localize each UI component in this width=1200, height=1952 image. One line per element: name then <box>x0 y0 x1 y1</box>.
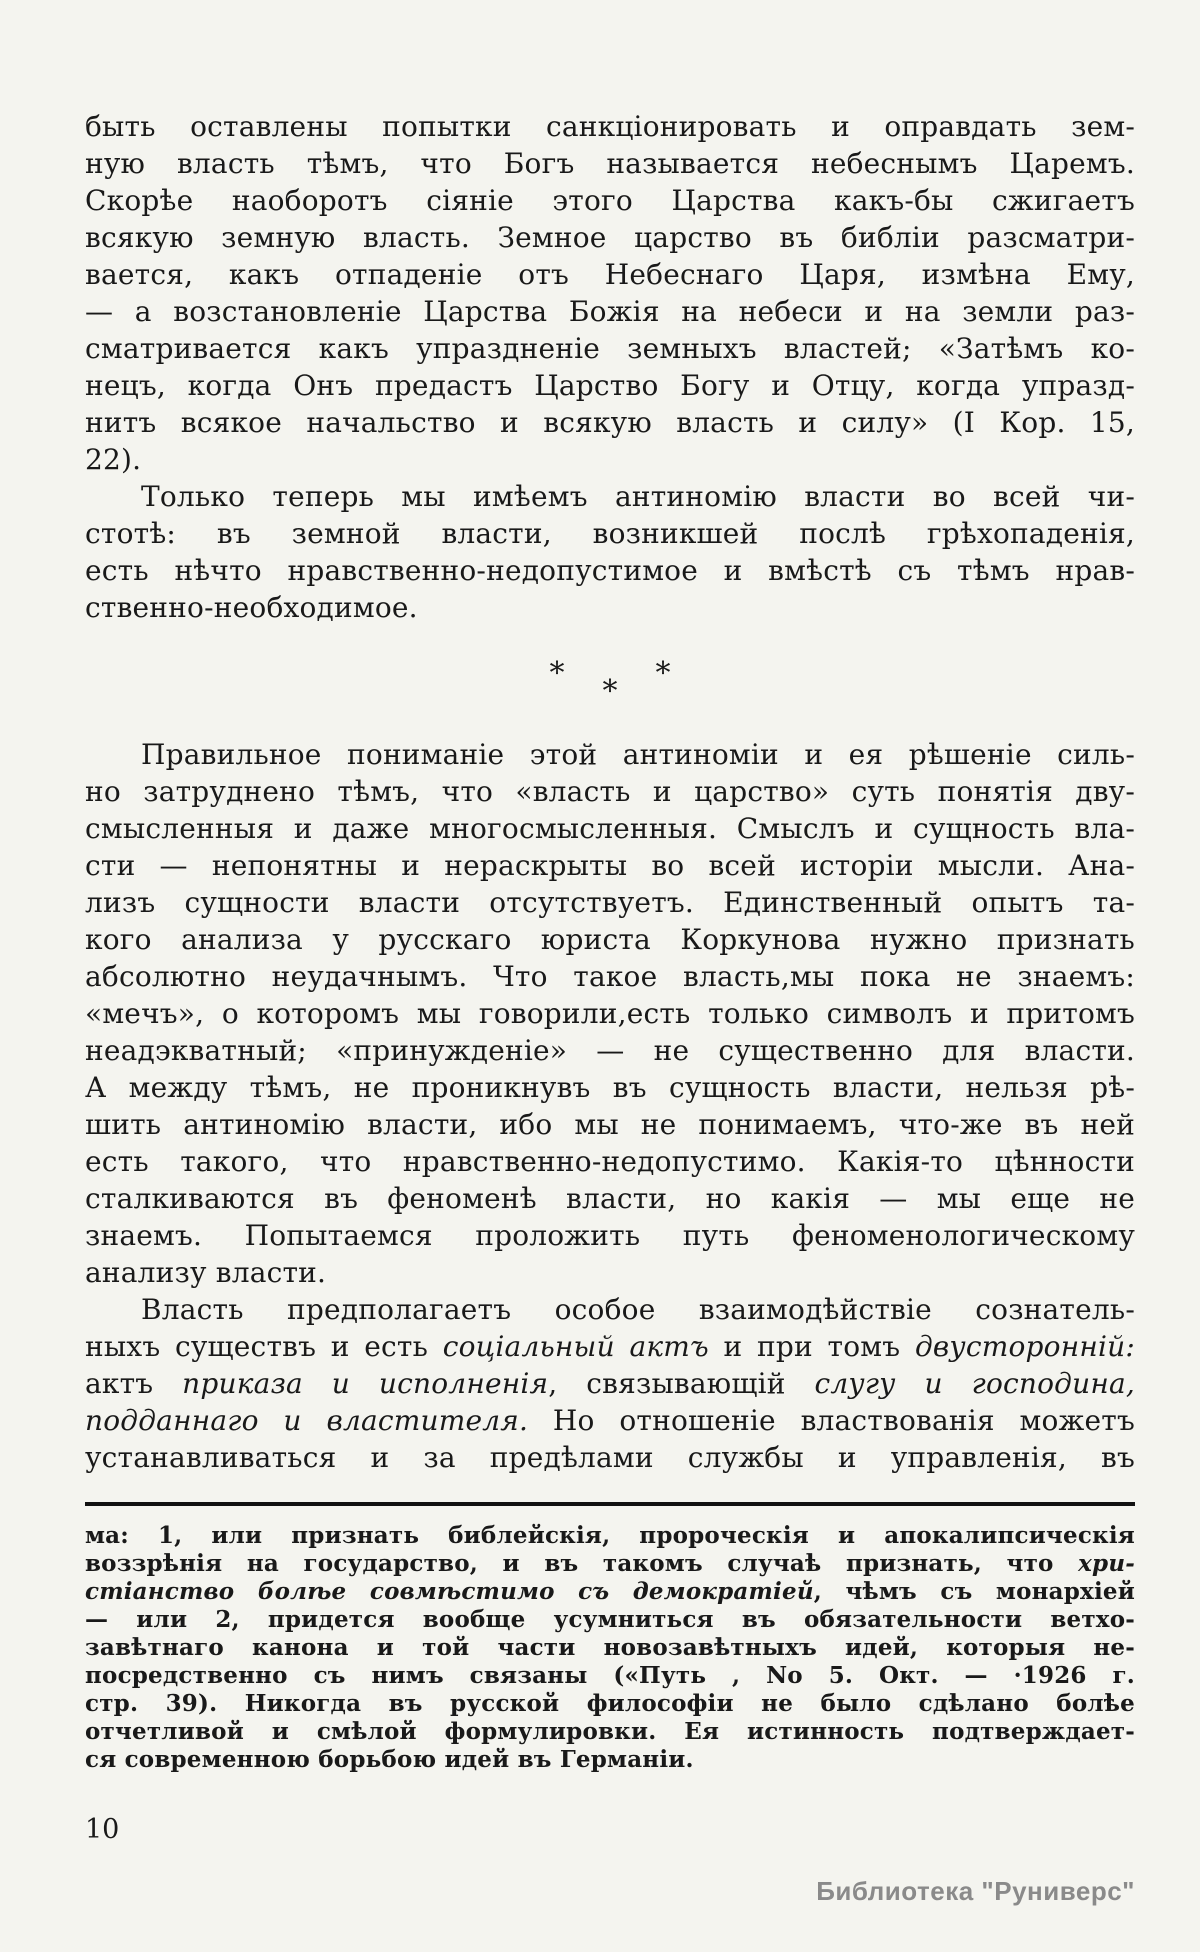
text-line: анализу власти. <box>85 1256 327 1289</box>
footnote-divider <box>85 1502 1135 1506</box>
text-line: 22). <box>85 443 142 476</box>
text-line: завѣтнаго канона и той части новозавѣтныхъ идей, которыя не- <box>85 1634 1135 1661</box>
text-line: стотѣ: въ земной власти, возникшей послѣ грѣхопаденія, <box>85 517 1135 550</box>
footnote-text <box>85 1522 1135 1774</box>
text-line: сталкиваются въ феноменѣ власти, но какія — мы еще не <box>85 1182 1135 1215</box>
page-number: 10 <box>85 1814 120 1845</box>
paragraph <box>85 108 1135 478</box>
text-line: отчетливой и смѣлой формулировки. Ея истинность подтверждает- <box>85 1718 1135 1745</box>
text-line: кого анализа у русскаго юриста Коркунова нужно признать <box>85 923 1135 956</box>
text-line: нитъ всякое начальство и всякую власть и силу» (I Кор. 15, <box>85 406 1135 439</box>
text-line: лизъ сущности власти отсутствуетъ. Единственный опытъ та- <box>85 886 1135 919</box>
text-line: ную власть тѣмъ, что Богъ называется небеснымъ Царемъ. <box>85 147 1135 180</box>
asterisk-icon: * <box>655 656 671 691</box>
text-line: — а возстановленіе Царства Божія на небеси и на земли раз- <box>85 295 1135 328</box>
paragraph <box>85 1291 1135 1476</box>
text-line: актъ приказа и исполненія, связывающій слугу и господина, <box>85 1367 1135 1400</box>
text-line: сматривается какъ упраздненіе земныхъ властей; «Затѣмъ ко- <box>85 332 1135 365</box>
text-line: воззрѣнія на государство, и въ такомъ случаѣ признать, что хри- <box>85 1550 1135 1577</box>
text-line: сти — непонятны и нераскрыты во всей исторіи мысли. Ана- <box>85 849 1135 882</box>
text-line: Скорѣе наоборотъ сіяніе этого Царства какъ-бы сжигаетъ <box>85 184 1135 217</box>
text-line: Правильное пониманіе этой антиноміи и ея рѣшеніе силь- <box>141 738 1135 771</box>
text-line: посредственно съ нимъ связаны («Путь , No 5. Окт. — ·1926 г. <box>85 1662 1135 1689</box>
text-line: вается, какъ отпаденіе отъ Небеснаго Царя, измѣна Ему, <box>85 258 1135 291</box>
text-line: ственно-необходимое. <box>85 591 418 624</box>
text-line: подданнаго и властителя. Но отношеніе властвованія можетъ <box>85 1404 1135 1437</box>
text-line: абсолютно неудачнымъ. Что такое власть,мы пока не знаемъ: <box>85 960 1135 993</box>
asterisk-icon: * <box>549 656 565 691</box>
text-line: Власть предполагаетъ особое взаимодѣйствіе сознатель- <box>141 1293 1135 1326</box>
text-line: знаемъ. Попытаемся проложить путь феноменологическому <box>85 1219 1135 1252</box>
text-line: есть такого, что нравственно-недопустимо. Какія-то цѣнности <box>85 1145 1135 1178</box>
text-line: ныхъ существъ и есть соціальный актъ и при томъ двусторонній: <box>85 1330 1136 1363</box>
text-line: быть оставлены попытки санкціонировать и оправдать зем- <box>85 110 1135 143</box>
text-line: есть нѣчто нравственно-недопустимое и вмѣстѣ съ тѣмъ нрав- <box>85 554 1135 587</box>
text-line: неадэкватный; «принужденіе» — не существенно для власти. <box>85 1034 1135 1067</box>
body-text-bottom <box>85 736 1135 1476</box>
text-line: — или 2, придется вообще усумниться въ обязательности ветхо- <box>85 1606 1135 1633</box>
text-line: стіанство болѣе совмѣстимо съ демократіей, чѣмъ съ монархіей <box>85 1578 1135 1605</box>
paragraph <box>85 478 1135 626</box>
text-line: «мечъ», о которомъ мы говорили,есть только символъ и притомъ <box>85 997 1135 1030</box>
section-separator <box>85 656 1135 708</box>
text-line: А между тѣмъ, не проникнувъ въ сущность власти, нельзя рѣ- <box>85 1071 1135 1104</box>
text-line: ся современною борьбою идей въ Германіи. <box>85 1746 694 1773</box>
body-text-top <box>85 108 1135 626</box>
text-line: ма: 1, или признать библейскія, пророческія и апокалипсическія <box>85 1522 1135 1549</box>
text-line: но затруднено тѣмъ, что «власть и царство» суть понятія дву- <box>85 775 1135 808</box>
text-line: нецъ, когда Онъ предастъ Царство Богу и Отцу, когда упразд- <box>85 369 1135 402</box>
text-line: всякую земную власть. Земное царство въ библіи разсматри- <box>85 221 1135 254</box>
text-line: шить антиномію власти, ибо мы не понимаемъ, что-же въ ней <box>85 1108 1135 1141</box>
text-line: смысленныя и даже многосмысленныя. Смыслъ и сущность вла- <box>85 812 1135 845</box>
text-line: Только теперь мы имѣемъ антиномію власти во всей чи- <box>141 480 1135 513</box>
text-line: устанавливаться и за предѣлами службы и управленія, въ <box>85 1441 1135 1474</box>
asterisk-icon: * <box>602 674 618 709</box>
library-watermark: Библиотека "Руниверс" <box>816 1876 1135 1906</box>
paragraph <box>85 736 1135 1291</box>
text-line: стр. 39). Никогда въ русской философіи не было сдѣлано болѣе <box>85 1690 1135 1717</box>
